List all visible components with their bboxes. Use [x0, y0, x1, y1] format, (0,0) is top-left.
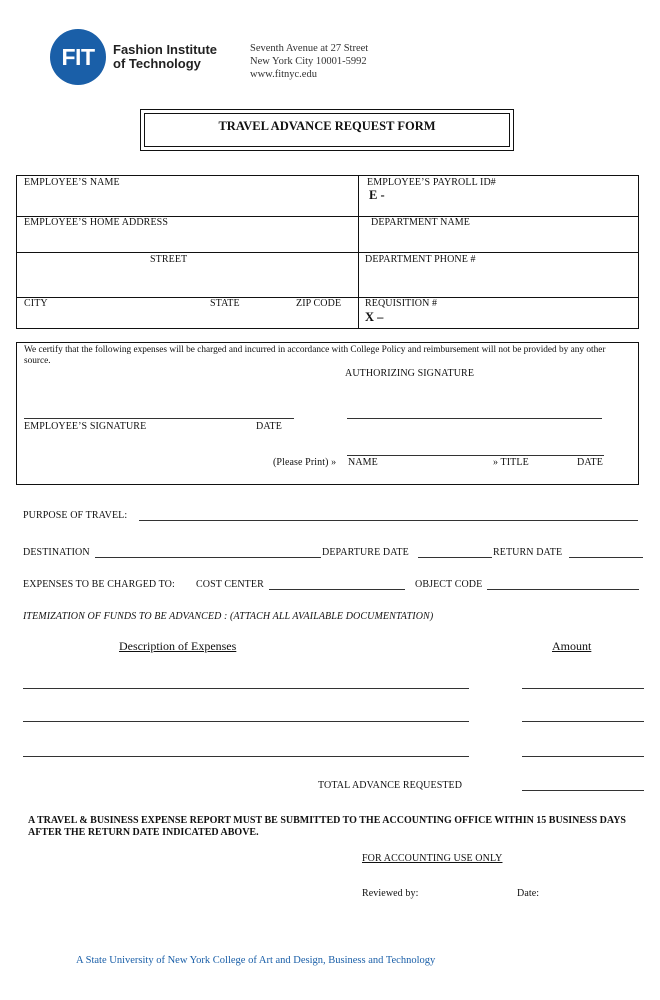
print-date-label: DATE	[577, 457, 603, 468]
destination-label: DESTINATION	[23, 547, 90, 558]
return-date-label: RETURN DATE	[493, 547, 563, 558]
return-date-input[interactable]	[569, 557, 643, 558]
department-phone-field[interactable]: DEPARTMENT PHONE #	[365, 254, 476, 265]
authorizing-signature-line[interactable]	[347, 418, 602, 419]
department-name-field[interactable]: DEPARTMENT NAME	[371, 217, 470, 228]
requisition-field[interactable]: REQUISITION #	[365, 298, 438, 309]
expenses-charged-label: EXPENSES TO BE CHARGED TO:	[23, 579, 175, 590]
cost-center-label: COST CENTER	[196, 579, 264, 590]
accounting-date-field[interactable]: Date:	[517, 888, 540, 899]
object-code-label: OBJECT CODE	[415, 579, 483, 590]
address-line1: Seventh Avenue at 27 Street	[250, 43, 369, 54]
authorizing-signature-label: AUTHORIZING SIGNATURE	[345, 368, 475, 379]
itemization-note: ITEMIZATION OF FUNDS TO BE ADVANCED : (ATTACH ALL AVAILABLE DOCUMENTATION)	[23, 611, 434, 622]
form-title: TRAVEL ADVANCE REQUEST FORM	[218, 118, 436, 133]
please-print-label: (Please Print) »	[273, 457, 337, 468]
city-field[interactable]: CITY	[24, 298, 48, 309]
address-line3: www.fitnyc.edu	[250, 69, 317, 80]
expense-description-line-3[interactable]	[23, 756, 469, 757]
amount-header: Amount	[552, 639, 592, 653]
departure-date-label: DEPARTURE DATE	[322, 547, 409, 558]
total-advance-label: TOTAL ADVANCE REQUESTED	[318, 780, 463, 791]
reviewed-by-field[interactable]: Reviewed by:	[362, 888, 419, 899]
expense-amount-line-2[interactable]	[522, 721, 644, 722]
payroll-prefix: E -	[369, 188, 385, 202]
street-label: STREET	[150, 254, 188, 265]
employee-signature-label: EMPLOYEE’S SIGNATURE	[24, 421, 147, 432]
address-line2: New York City 10001-5992	[250, 56, 367, 67]
employee-name-field[interactable]: EMPLOYEE’S NAME	[24, 177, 120, 188]
employee-signature-line[interactable]	[24, 418, 294, 419]
print-title-label: » TITLE	[493, 457, 529, 468]
expense-amount-line-3[interactable]	[522, 756, 644, 757]
org-name-line2: of Technology	[113, 56, 201, 71]
fit-logo	[50, 29, 106, 85]
description-header: Description of Expenses	[119, 639, 237, 653]
org-address	[250, 42, 368, 81]
title-box	[140, 109, 514, 151]
state-field[interactable]: STATE	[210, 298, 240, 309]
payroll-id-field[interactable]: EMPLOYEE’S PAYROLL ID#	[367, 177, 496, 188]
footer-tagline: A State University of New York College of Art and Design, Business and Technology	[76, 955, 436, 966]
employee-date-label: DATE	[256, 421, 282, 432]
certification-text: We certify that the following expenses will be charged and incurred in accordance with College Policy and reimbursement will not be provided by any other source.	[24, 345, 606, 366]
object-code-input[interactable]	[487, 589, 639, 590]
destination-input[interactable]	[95, 557, 321, 558]
org-name-line1: Fashion Institute	[113, 42, 217, 57]
print-name-label: NAME	[348, 457, 378, 468]
expense-amount-line-1[interactable]	[522, 688, 644, 689]
purpose-input[interactable]	[139, 520, 638, 521]
requisition-prefix: X –	[365, 310, 384, 324]
logo-text: FIT	[61, 43, 95, 70]
departure-date-input[interactable]	[418, 557, 492, 558]
expense-description-line-2[interactable]	[23, 721, 469, 722]
cost-center-input[interactable]	[269, 589, 405, 590]
org-name	[113, 43, 217, 71]
print-name-line[interactable]	[347, 455, 604, 456]
total-advance-input[interactable]	[522, 790, 644, 791]
submission-notice: A TRAVEL & BUSINESS EXPENSE REPORT MUST BE SUBMITTED TO THE ACCOUNTING OFFICE WITHIN 15 BUSINESS DAYS AFTER THE RETURN DATE INDICATED ABOVE.	[28, 815, 626, 838]
purpose-label: PURPOSE OF TRAVEL:	[23, 510, 128, 521]
zip-field[interactable]: ZIP CODE	[296, 298, 342, 309]
accounting-heading: FOR ACCOUNTING USE ONLY	[362, 853, 503, 864]
expense-description-line-1[interactable]	[23, 688, 469, 689]
home-address-field[interactable]: EMPLOYEE’S HOME ADDRESS	[24, 217, 168, 228]
